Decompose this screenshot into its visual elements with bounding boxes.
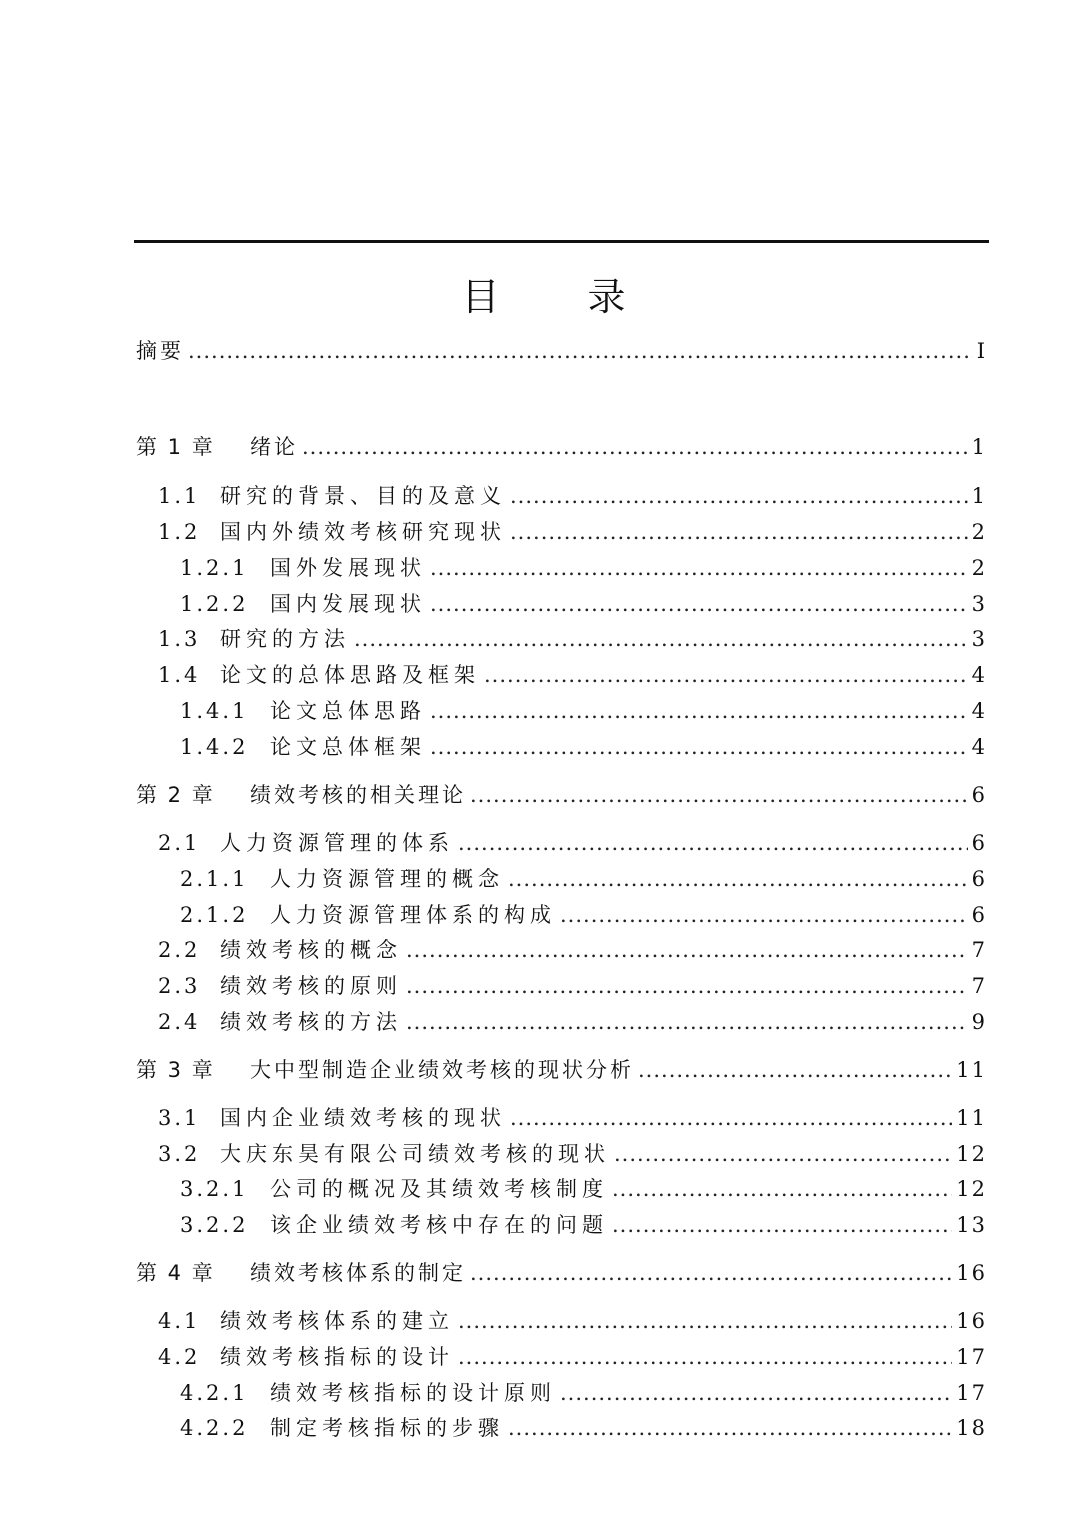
toc-entry-page: 4 [971, 663, 987, 687]
toc-entry-subsection[interactable] [180, 692, 987, 726]
toc-entry-page: 7 [971, 974, 987, 998]
toc-entry-text: 国内发展现状 [270, 592, 426, 616]
toc-entry-section[interactable] [158, 1302, 987, 1336]
toc-entry-page: 16 [956, 1309, 987, 1333]
toc-entry-number: 1.2 [158, 520, 201, 544]
toc-entry-subsection[interactable] [180, 896, 987, 930]
toc-entry-text: 国内企业绩效考核的现状 [220, 1106, 506, 1130]
toc-entry-number: 第 2 章 [136, 783, 215, 807]
toc-entry-number: 第 1 章 [136, 435, 215, 459]
toc-entry-page: 17 [956, 1381, 987, 1405]
toc-entry-text: 该企业绩效考核中存在的问题 [270, 1213, 608, 1237]
toc-entry-page: 11 [956, 1058, 987, 1082]
toc-entry-number: 2.1.1 [180, 867, 249, 891]
toc-entry-page: 1 [971, 484, 987, 508]
toc-leader-dots [510, 481, 968, 511]
toc-leader-dots [430, 732, 968, 762]
toc-entry-page: 9 [971, 1010, 987, 1034]
toc-entry-section[interactable] [158, 656, 987, 690]
toc-entry-number: 3.2.2 [180, 1213, 249, 1237]
toc-entry-section[interactable] [158, 931, 987, 965]
toc-entry-page: 2 [971, 556, 987, 580]
toc-leader-dots [458, 828, 968, 858]
toc-entry-number: 1.3 [158, 627, 201, 651]
toc-leader-dots [458, 1306, 952, 1336]
toc-leader-dots [612, 1210, 952, 1240]
toc-entry-number: 4.2 [158, 1345, 201, 1369]
toc-entry-text: 绩效考核体系的制定 [250, 1261, 466, 1285]
toc-entry-page: 1 [971, 435, 987, 459]
toc-entry-chapter[interactable] [136, 1254, 987, 1288]
toc-entry-number: 第 4 章 [136, 1261, 215, 1285]
toc-entry-chapter[interactable] [136, 776, 987, 810]
toc-leader-dots [638, 1055, 952, 1085]
toc-entry-text: 大中型制造企业绩效考核的现状分析 [250, 1058, 634, 1082]
toc-entry-text: 绩效考核指标的设计 [220, 1345, 454, 1369]
toc-entry-page: 18 [956, 1416, 987, 1440]
toc-leader-dots [470, 780, 968, 810]
toc-entry-page: 2 [971, 520, 987, 544]
toc-entry-section[interactable] [158, 1338, 987, 1372]
toc-entry-abstract[interactable] [136, 332, 987, 366]
toc-entry-page: 6 [971, 903, 987, 927]
toc-leader-dots [560, 900, 968, 930]
toc-entry-page: 17 [956, 1345, 987, 1369]
toc-entry-text: 制定考核指标的步骤 [270, 1416, 504, 1440]
toc-entry-number: 3.2.1 [180, 1177, 249, 1201]
toc-entry-page: 6 [971, 783, 987, 807]
toc-entry-number: 1.2.2 [180, 592, 249, 616]
toc-leader-dots [508, 1413, 952, 1443]
toc-entry-subsection[interactable] [180, 728, 987, 762]
toc-entry-text: 绩效考核的原则 [220, 974, 402, 998]
toc-entry-text: 国内外绩效考核研究现状 [220, 520, 506, 544]
toc-entry-text: 公司的概况及其绩效考核制度 [270, 1177, 608, 1201]
toc-entry-text: 论文总体思路 [270, 699, 426, 723]
toc-entry-number: 1.4.1 [180, 699, 249, 723]
toc-leader-dots [406, 935, 968, 965]
toc-leader-dots [430, 553, 968, 583]
toc-entry-text: 大庆东昊有限公司绩效考核的现状 [220, 1142, 610, 1166]
toc-entry-number: 4.1 [158, 1309, 201, 1333]
toc-entry-text: 研究的方法 [220, 627, 350, 651]
toc-entry-subsection[interactable] [180, 1206, 987, 1240]
header-rule [134, 240, 989, 243]
toc-entry-number: 2.1.2 [180, 903, 249, 927]
toc-entry-text: 国外发展现状 [270, 556, 426, 580]
toc-entry-number: 4.2.2 [180, 1416, 249, 1440]
toc-entry-page: 6 [971, 867, 987, 891]
toc-entry-subsection[interactable] [180, 1170, 987, 1204]
toc-entry-page: 12 [956, 1142, 987, 1166]
toc-entry-page: 3 [971, 627, 987, 651]
toc-leader-dots [458, 1342, 952, 1372]
toc-leader-dots [484, 660, 968, 690]
toc-leader-dots [614, 1139, 952, 1169]
toc-entry-text: 人力资源管理的概念 [270, 867, 504, 891]
toc-entry-subsection[interactable] [180, 860, 987, 894]
toc-entry-number: 2.1 [158, 831, 201, 855]
toc-entry-number: 2.3 [158, 974, 201, 998]
toc-entry-number: 1.2.1 [180, 556, 249, 580]
toc-leader-dots [612, 1174, 952, 1204]
toc-entry-page: 3 [971, 592, 987, 616]
toc-entry-number: 1.4.2 [180, 735, 249, 759]
toc-entry-number: 3.2 [158, 1142, 201, 1166]
toc-leader-dots [430, 589, 968, 619]
toc-leader-dots [406, 971, 968, 1001]
toc-entry-text: 人力资源管理的体系 [220, 831, 454, 855]
toc-leader-dots [508, 864, 968, 894]
toc-entry-number: 1.4 [158, 663, 201, 687]
toc-entry-text: 研究的背景、目的及意义 [220, 484, 506, 508]
toc-entry-page: I [976, 339, 987, 363]
toc-entry-section[interactable] [158, 1099, 987, 1133]
toc-entry-number: 2.4 [158, 1010, 201, 1034]
toc-entry-text: 绩效考核的概念 [220, 938, 402, 962]
toc-entry-section[interactable] [158, 1003, 987, 1037]
toc-leader-dots [510, 1103, 952, 1133]
toc-entry-number: 3.1 [158, 1106, 201, 1130]
toc-entry-section[interactable] [158, 620, 987, 654]
toc-entry-section[interactable] [158, 1135, 987, 1169]
toc-leader-dots [354, 624, 968, 654]
toc-entry-section[interactable] [158, 967, 987, 1001]
toc-entry-subsection[interactable] [180, 549, 987, 583]
toc-leader-dots [302, 432, 968, 462]
toc-title: 目 录 [461, 275, 664, 319]
toc-leader-dots [430, 696, 968, 726]
toc-entry-number: 4.2.1 [180, 1381, 249, 1405]
toc-entry-section[interactable] [158, 513, 987, 547]
toc-entry-subsection[interactable] [180, 1374, 987, 1408]
toc-entry-text: 绩效考核指标的设计原则 [270, 1381, 556, 1405]
toc-entry-subsection[interactable] [180, 585, 987, 619]
toc-entry-page: 4 [971, 699, 987, 723]
toc-leader-dots [470, 1258, 952, 1288]
toc-entry-page: 13 [956, 1213, 987, 1237]
toc-leader-dots [560, 1378, 952, 1408]
toc-entry-text: 摘要 [136, 339, 184, 363]
toc-entry-page: 11 [956, 1106, 987, 1130]
toc-entry-number: 1.1 [158, 484, 201, 508]
toc-entry-page: 7 [971, 938, 987, 962]
toc-entry-page: 16 [956, 1261, 987, 1285]
toc-entry-page: 4 [971, 735, 987, 759]
toc-entry-number: 2.2 [158, 938, 201, 962]
toc-entry-chapter[interactable] [136, 428, 987, 462]
toc-leader-dots [188, 336, 973, 366]
toc-entry-text: 人力资源管理体系的构成 [270, 903, 556, 927]
toc-entry-subsection[interactable] [180, 1409, 987, 1443]
toc-entry-text: 绩效考核的相关理论 [250, 783, 466, 807]
toc-entry-text: 论文总体框架 [270, 735, 426, 759]
toc-leader-dots [406, 1007, 968, 1037]
toc-entry-page: 6 [971, 831, 987, 855]
toc-entry-chapter[interactable] [136, 1051, 987, 1085]
toc-entry-text: 绩效考核的方法 [220, 1010, 402, 1034]
toc-entry-text: 论文的总体思路及框架 [220, 663, 480, 687]
toc-entry-section[interactable] [158, 824, 987, 858]
toc-leader-dots [510, 517, 968, 547]
toc-entry-text: 绩效考核体系的建立 [220, 1309, 454, 1333]
toc-entry-text: 绪论 [250, 435, 298, 459]
toc-entry-number: 第 3 章 [136, 1058, 215, 1082]
toc-entry-page: 12 [956, 1177, 987, 1201]
toc-entry-section[interactable] [158, 477, 987, 511]
